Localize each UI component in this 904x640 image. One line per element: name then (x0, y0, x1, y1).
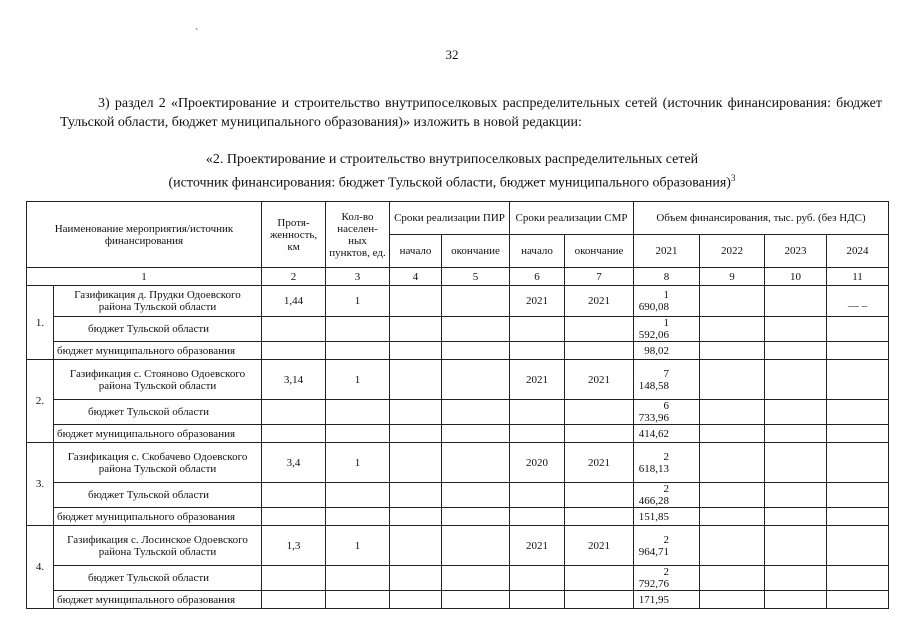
row-smr-end: 2021 (565, 443, 634, 483)
cell (326, 317, 390, 342)
cell (510, 425, 565, 443)
row-sub2-label: бюджет муниципального образования (54, 425, 262, 443)
cell (390, 317, 442, 342)
row-sub1-label: бюджет Тульской области (54, 317, 262, 342)
col-number: 7 (565, 268, 634, 286)
table-row (27, 566, 889, 591)
cell (510, 508, 565, 526)
cell (565, 483, 634, 508)
col-number: 11 (827, 268, 889, 286)
cell (390, 425, 442, 443)
col-number: 3 (326, 268, 390, 286)
table-row (27, 342, 889, 360)
cell (700, 526, 765, 566)
cell (390, 508, 442, 526)
section-heading (0, 150, 904, 193)
header-financing: Объем финансирования, тыс. руб. (без НДС) (634, 202, 889, 235)
cell (442, 566, 510, 591)
cell (442, 508, 510, 526)
cell (700, 317, 765, 342)
cell (262, 400, 326, 425)
header-smr-end: окончание (565, 235, 634, 268)
cell (565, 508, 634, 526)
cell (262, 342, 326, 360)
cell (827, 317, 889, 342)
cell (700, 508, 765, 526)
cell (390, 342, 442, 360)
cell (442, 591, 510, 609)
header-year-2022: 2022 (700, 235, 765, 268)
row-length: 3,14 (262, 360, 326, 400)
col-number: 10 (765, 268, 827, 286)
row-smr-end: 2021 (565, 286, 634, 317)
row-length: 1,44 (262, 286, 326, 317)
cell (827, 566, 889, 591)
cell (700, 443, 765, 483)
cell (262, 508, 326, 526)
scan-speck: ` (195, 28, 199, 39)
header-year-2024: 2024 (827, 235, 889, 268)
cell (765, 566, 827, 591)
cell (765, 360, 827, 400)
heading-line-2 (0, 169, 904, 193)
cell (510, 483, 565, 508)
col-number: 6 (510, 268, 565, 286)
table-row (27, 360, 889, 400)
header-pir-start: начало (390, 235, 442, 268)
row-title: Газификация д. Прудки Одоевского района Тульской области (54, 286, 262, 317)
cell (827, 360, 889, 400)
row-total-2021: 7 148,58 (634, 360, 700, 400)
cell (390, 591, 442, 609)
cell (700, 360, 765, 400)
row-sub1-label: бюджет Тульской области (54, 400, 262, 425)
row-pir-start (390, 526, 442, 566)
row-pir-start (390, 360, 442, 400)
cell (326, 483, 390, 508)
row-count: 1 (326, 360, 390, 400)
cell (827, 443, 889, 483)
table-row (27, 400, 889, 425)
table-row (27, 443, 889, 483)
header-length: Протя-женность, км (262, 202, 326, 268)
col-number: 9 (700, 268, 765, 286)
heading-line-2-text: (источник финансирования: бюджет Тульской области, бюджет муниципального образования) (168, 175, 731, 191)
table-row (27, 508, 889, 526)
cell (565, 400, 634, 425)
cell (700, 483, 765, 508)
row-pir-end (442, 360, 510, 400)
cell (565, 317, 634, 342)
cell (326, 400, 390, 425)
cell (827, 425, 889, 443)
row-smr-start: 2020 (510, 443, 565, 483)
cell (700, 566, 765, 591)
cell (510, 591, 565, 609)
row-number: 1. (27, 286, 54, 360)
footnote-mark: 3 (730, 173, 736, 183)
row-number: 3. (27, 443, 54, 526)
cell (700, 591, 765, 609)
col-number: 1 (27, 268, 262, 286)
cell (442, 400, 510, 425)
cell (700, 342, 765, 360)
row-smr-start: 2021 (510, 286, 565, 317)
row-count: 1 (326, 286, 390, 317)
row-sub2-value: 151,85 (634, 508, 700, 526)
row-count: 1 (326, 443, 390, 483)
cell (827, 591, 889, 609)
row-sub2-label: бюджет муниципального образования (54, 591, 262, 609)
cell (262, 425, 326, 443)
row-smr-start: 2021 (510, 360, 565, 400)
col-number: 5 (442, 268, 510, 286)
row-sub2-label: бюджет муниципального образования (54, 342, 262, 360)
cell (765, 342, 827, 360)
table-row (27, 591, 889, 609)
cell (326, 591, 390, 609)
table-row (27, 317, 889, 342)
cell (827, 508, 889, 526)
cell (765, 483, 827, 508)
intro-paragraph: 3) раздел 2 «Проектирование и строительство внутрипоселковых распределительных сетей (источник финансирования: бюджет Тульской области, бюджет муниципального образования)» изложить в новой редакции: (60, 96, 882, 130)
financing-table (26, 201, 889, 609)
header-count: Кол-во населен-ных пунктов, ед. (326, 202, 390, 268)
cell (262, 566, 326, 591)
header-smr: Сроки реализации СМР (510, 202, 634, 235)
cell (765, 508, 827, 526)
row-count: 1 (326, 526, 390, 566)
header-year-2021: 2021 (634, 235, 700, 268)
header-smr-start: начало (510, 235, 565, 268)
header-pir-end: окончание (442, 235, 510, 268)
col-number: 2 (262, 268, 326, 286)
table-row (27, 425, 889, 443)
row-sub2-value: 98,02 (634, 342, 700, 360)
row-dash: — – (827, 286, 889, 317)
row-pir-start (390, 443, 442, 483)
row-sub2-value: 414,62 (634, 425, 700, 443)
cell (326, 425, 390, 443)
row-sub2-label: бюджет муниципального образования (54, 508, 262, 526)
cell (510, 317, 565, 342)
cell (827, 483, 889, 508)
header-year-2023: 2023 (765, 235, 827, 268)
cell (442, 342, 510, 360)
row-smr-end: 2021 (565, 360, 634, 400)
cell (326, 566, 390, 591)
cell (827, 342, 889, 360)
cell (442, 317, 510, 342)
cell (765, 400, 827, 425)
cell (326, 508, 390, 526)
table-row (27, 286, 889, 317)
row-sub1-value: 6 733,96 (634, 400, 700, 425)
row-pir-end (442, 286, 510, 317)
row-sub1-value: 2 792,76 (634, 566, 700, 591)
cell (510, 400, 565, 425)
row-title: Газификация с. Скобачево Одоевского района Тульской области (54, 443, 262, 483)
row-2022 (700, 286, 765, 317)
cell (262, 317, 326, 342)
cell (765, 526, 827, 566)
cell (700, 425, 765, 443)
row-total-2021: 2 964,71 (634, 526, 700, 566)
col-number: 4 (390, 268, 442, 286)
row-total-2021: 1 690,08 (634, 286, 700, 317)
cell (326, 342, 390, 360)
row-sub1-value: 1 592,06 (634, 317, 700, 342)
cell (565, 425, 634, 443)
row-total-2021: 2 618,13 (634, 443, 700, 483)
cell (765, 443, 827, 483)
row-length: 3,4 (262, 443, 326, 483)
row-number: 4. (27, 526, 54, 609)
cell (765, 591, 827, 609)
cell (510, 566, 565, 591)
column-number-row (27, 268, 889, 286)
cell (827, 400, 889, 425)
page-number: 32 (445, 47, 459, 62)
row-title: Газификация с. Лосинское Одоевского района Тульской области (54, 526, 262, 566)
row-2023 (765, 286, 827, 317)
cell (262, 591, 326, 609)
cell (565, 591, 634, 609)
row-sub1-label: бюджет Тульской области (54, 483, 262, 508)
row-smr-start: 2021 (510, 526, 565, 566)
cell (510, 342, 565, 360)
row-pir-end (442, 526, 510, 566)
header-name: Наименование мероприятия/источник финансирования (27, 202, 262, 268)
heading-line-1: «2. Проектирование и строительство внутрипоселковых распределительных сетей (205, 152, 699, 167)
header-pir: Сроки реализации ПИР (390, 202, 510, 235)
cell (390, 400, 442, 425)
row-sub2-value: 171,95 (634, 591, 700, 609)
cell (565, 342, 634, 360)
cell (442, 483, 510, 508)
cell (565, 566, 634, 591)
row-pir-start (390, 286, 442, 317)
row-sub1-value: 2 466,28 (634, 483, 700, 508)
cell (442, 425, 510, 443)
table-row (27, 483, 889, 508)
row-smr-end: 2021 (565, 526, 634, 566)
col-number: 8 (634, 268, 700, 286)
row-pir-end (442, 443, 510, 483)
row-number: 2. (27, 360, 54, 443)
table-row (27, 526, 889, 566)
cell (700, 400, 765, 425)
cell (390, 566, 442, 591)
cell (262, 483, 326, 508)
cell (765, 317, 827, 342)
row-title: Газификация с. Стояново Одоевского района Тульской области (54, 360, 262, 400)
row-sub1-label: бюджет Тульской области (54, 566, 262, 591)
cell (390, 483, 442, 508)
cell (827, 526, 889, 566)
header-row-1 (27, 202, 889, 235)
row-length: 1,3 (262, 526, 326, 566)
cell (765, 425, 827, 443)
